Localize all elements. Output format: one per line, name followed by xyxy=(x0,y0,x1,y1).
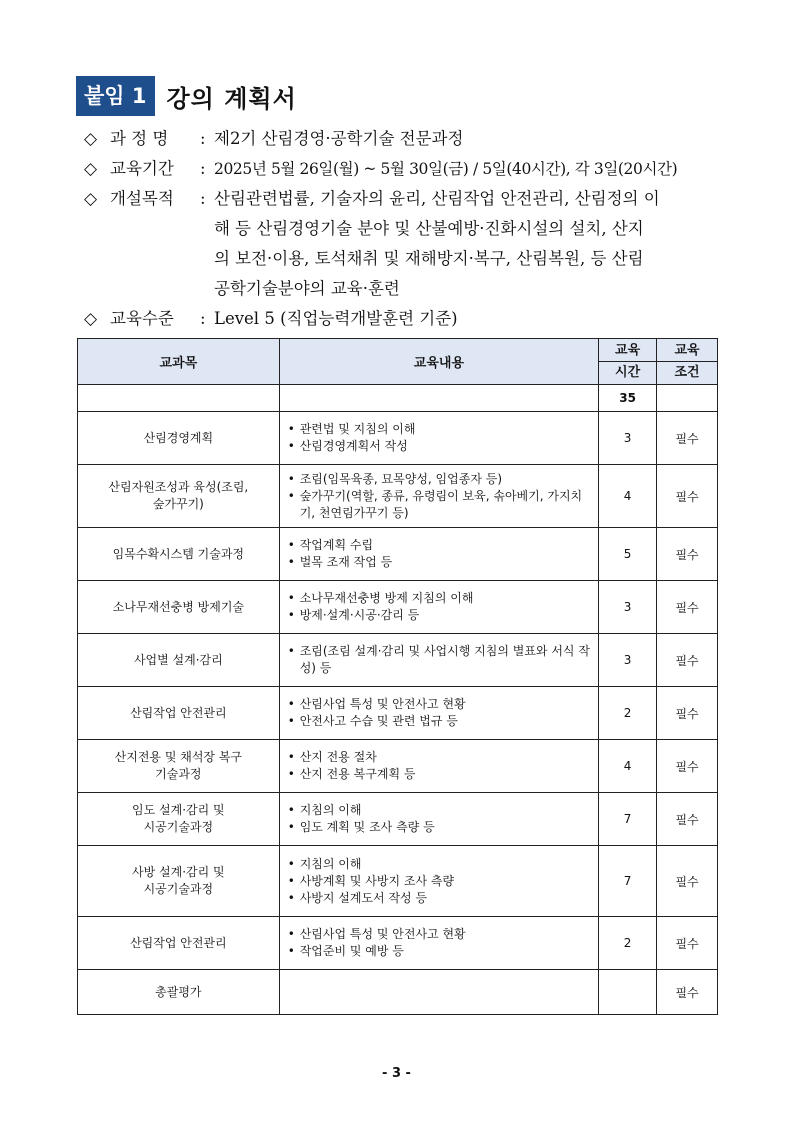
content-text: 임도 계획 및 조사 측량 등 xyxy=(299,820,435,834)
content-text: 지침의 이해 xyxy=(299,856,362,871)
content-cell xyxy=(279,465,598,528)
diamond-icon: ◇ xyxy=(84,159,98,179)
subject-cell xyxy=(78,793,280,846)
content-text: 산림사업 특성 및 안전사고 현황 xyxy=(299,697,466,711)
content-text: 산지 전용 복구계획 등 xyxy=(299,767,416,781)
info-purpose-line: 의 보전·이용, 토석채취 및 재해방지·복구, 산림복원, 등 산림 xyxy=(214,249,644,268)
course-info xyxy=(84,124,724,334)
subject-cell xyxy=(78,634,280,687)
content-bullet xyxy=(288,802,590,819)
content-text: 안전사고 수습 및 관련 법규 등 xyxy=(299,714,458,728)
subject-cell xyxy=(78,846,280,917)
colon: : xyxy=(200,159,206,178)
content-text: 조림(임목육종, 묘목양성, 임업종자 등) xyxy=(299,471,503,486)
info-label: 교육수준 xyxy=(110,309,174,328)
info-value: Level 5 (직업능력개발훈련 기준) xyxy=(214,309,458,328)
subject-cell xyxy=(78,970,280,1015)
info-purpose xyxy=(84,184,724,214)
content-text: 산림경영계획서 작성 xyxy=(299,439,408,453)
table-row xyxy=(78,412,718,465)
table-row xyxy=(78,793,718,846)
requirement-cell: 필수 xyxy=(657,412,718,465)
hours-cell: 7 xyxy=(599,846,657,917)
diamond-icon: ◇ xyxy=(84,129,98,149)
subject-cell xyxy=(78,687,280,740)
content-cell xyxy=(279,581,598,634)
header-requirement xyxy=(657,339,718,385)
bullet-icon: • xyxy=(287,873,295,888)
header-hours-top: 교육 xyxy=(599,339,656,362)
total-hours: 35 xyxy=(599,385,657,412)
content-bullet xyxy=(288,926,590,943)
requirement-cell: 필수 xyxy=(657,581,718,634)
subject-cell xyxy=(78,917,280,970)
table-row xyxy=(78,846,718,917)
bullet-icon: • xyxy=(287,767,295,781)
requirement-cell: 필수 xyxy=(657,634,718,687)
colon: : xyxy=(200,129,206,148)
hours-cell: 4 xyxy=(599,465,657,528)
subject-line: 산림자원조성과 육성(조림, xyxy=(108,480,249,494)
requirement-cell: 필수 xyxy=(657,970,718,1015)
hours-cell: 4 xyxy=(599,740,657,793)
subject-line: 사업별 설계·감리 xyxy=(133,652,223,667)
subject-line: 산림작업 안전관리 xyxy=(130,935,227,950)
diamond-icon: ◇ xyxy=(84,189,98,209)
content-cell xyxy=(279,970,598,1015)
info-level xyxy=(84,304,724,334)
subject-cell xyxy=(78,740,280,793)
content-bullet xyxy=(288,438,590,455)
content-cell xyxy=(279,740,598,793)
subject-line: 사방 설계·감리 및 xyxy=(132,865,225,879)
subject-line: 시공기술과정 xyxy=(143,882,214,896)
info-value: 제2기 산림경영·공학기술 전문과정 xyxy=(214,129,464,148)
page-heading xyxy=(76,76,297,116)
bullet-icon: • xyxy=(287,750,295,764)
info-label: 교육기간 xyxy=(110,159,174,178)
hours-cell: 7 xyxy=(599,793,657,846)
table-row xyxy=(78,465,718,528)
bullet-icon: • xyxy=(287,488,295,503)
content-bullet xyxy=(288,819,590,836)
info-course-name xyxy=(84,124,724,154)
header-hours xyxy=(599,339,657,385)
content-bullet xyxy=(288,856,590,873)
hours-cell: 3 xyxy=(599,581,657,634)
content-cell xyxy=(279,412,598,465)
bullet-icon: • xyxy=(287,697,295,711)
content-cell xyxy=(279,846,598,917)
content-text: 방제·설계·시공·감리 등 xyxy=(299,608,420,622)
content-text: 사방지 설계도서 작성 등 xyxy=(299,890,428,905)
bullet-icon: • xyxy=(287,890,295,905)
bullet-icon: • xyxy=(287,856,295,871)
table-row xyxy=(78,528,718,581)
subject-cell xyxy=(78,412,280,465)
subject-line: 임목수확시스템 기술과정 xyxy=(112,546,244,561)
content-bullet xyxy=(288,766,590,783)
info-purpose-line: 해 등 산림경영기술 분야 및 산불예방·진화시설의 설치, 산지 xyxy=(214,219,644,238)
content-text: 소나무재선충병 방제 지침의 이해 xyxy=(299,591,474,605)
hours-cell: 2 xyxy=(599,917,657,970)
content-text: 관련법 및 지침의 이해 xyxy=(299,422,416,436)
curriculum-table xyxy=(77,338,718,1015)
content-text: 산림사업 특성 및 안전사고 현황 xyxy=(299,927,466,941)
requirement-cell: 필수 xyxy=(657,846,718,917)
info-value: 산림관련법률, 기술자의 윤리, 산림작업 안전관리, 산림정의 이 xyxy=(214,189,660,208)
content-bullet xyxy=(288,643,590,677)
bullet-icon: • xyxy=(287,591,295,605)
subject-line: 산지전용 및 채석장 복구 xyxy=(114,750,243,764)
content-text: 산지 전용 절차 xyxy=(299,750,377,764)
content-cell xyxy=(279,528,598,581)
subject-line: 산림작업 안전관리 xyxy=(130,705,227,720)
requirement-cell: 필수 xyxy=(657,793,718,846)
info-label: 개설목적 xyxy=(110,189,174,208)
bullet-icon: • xyxy=(287,538,295,552)
subject-cell xyxy=(78,465,280,528)
subject-line: 산림경영계획 xyxy=(143,430,214,445)
content-text: 숲가꾸기(역할, 종류, 유령림이 보육, 솎아베기, 가지치기, 천연림가꾸기 등) xyxy=(299,488,583,520)
header-req-bottom: 조건 xyxy=(674,365,700,380)
bullet-icon: • xyxy=(287,422,295,436)
hours-cell: 3 xyxy=(599,412,657,465)
content-cell xyxy=(279,793,598,846)
bullet-icon: • xyxy=(287,644,295,658)
bullet-icon: • xyxy=(287,714,295,728)
info-purpose-line: 공학기술분야의 교육·훈련 xyxy=(214,279,400,298)
hours-cell: 5 xyxy=(599,528,657,581)
colon: : xyxy=(200,189,206,208)
header-subject: 교과목 xyxy=(78,339,280,385)
subject-line: 숲가꾸기) xyxy=(152,497,204,511)
content-cell xyxy=(279,687,598,740)
bullet-icon: • xyxy=(287,944,295,958)
requirement-cell: 필수 xyxy=(657,528,718,581)
content-text: 사방계획 및 사방지 조사 측량 xyxy=(299,873,455,888)
content-bullet xyxy=(288,554,590,571)
content-bullet xyxy=(288,890,590,907)
subject-line: 총괄평가 xyxy=(155,984,202,999)
info-value: 2025년 5월 26일(월) ~ 5월 30일(금) / 5일(40시간), 각 3일(20시간) xyxy=(214,160,678,178)
total-empty xyxy=(657,385,718,412)
requirement-cell: 필수 xyxy=(657,917,718,970)
content-bullet xyxy=(288,713,590,730)
table-row xyxy=(78,687,718,740)
content-bullet xyxy=(288,471,590,488)
bullet-icon: • xyxy=(287,555,295,569)
info-period xyxy=(84,154,724,184)
subject-line: 임도 설계·감리 및 xyxy=(132,803,225,817)
content-bullet xyxy=(288,873,590,890)
content-bullet xyxy=(288,488,590,522)
content-cell xyxy=(279,917,598,970)
bullet-icon: • xyxy=(287,803,295,817)
bullet-icon: • xyxy=(287,471,295,486)
content-text: 조림(조림 설계·감리 및 사업시행 지침의 별표와 서식 작성) 등 xyxy=(299,644,590,675)
subject-line: 시공기술과정 xyxy=(143,820,214,834)
total-empty xyxy=(78,385,280,412)
header-content: 교육내용 xyxy=(279,339,598,385)
content-bullet xyxy=(288,590,590,607)
bullet-icon: • xyxy=(287,608,295,622)
subject-line: 기술과정 xyxy=(155,767,202,781)
content-bullet xyxy=(288,943,590,960)
hours-cell: 2 xyxy=(599,687,657,740)
hours-cell: 3 xyxy=(599,634,657,687)
page-number: - 3 - xyxy=(382,1066,411,1081)
total-empty xyxy=(279,385,598,412)
subject-cell xyxy=(78,581,280,634)
table-row xyxy=(78,581,718,634)
table-row xyxy=(78,740,718,793)
content-bullet xyxy=(288,749,590,766)
requirement-cell: 필수 xyxy=(657,465,718,528)
content-text: 작업준비 및 예방 등 xyxy=(299,944,404,958)
colon: : xyxy=(200,309,206,328)
total-row xyxy=(78,385,718,412)
content-text: 작업계획 수립 xyxy=(299,538,374,552)
content-bullet xyxy=(288,696,590,713)
content-bullet xyxy=(288,607,590,624)
content-text: 벌목 조재 작업 등 xyxy=(299,555,393,569)
content-text: 지침의 이해 xyxy=(299,803,362,817)
bullet-icon: • xyxy=(287,927,295,941)
header-hours-bottom: 시간 xyxy=(615,365,641,380)
page-title: 강의 계획서 xyxy=(166,84,297,113)
attachment-badge: 붙임 1 xyxy=(76,76,155,116)
bullet-icon: • xyxy=(287,439,295,453)
table-row xyxy=(78,917,718,970)
table-row xyxy=(78,970,718,1015)
info-label: 과 정 명 xyxy=(110,129,169,148)
content-bullet xyxy=(288,421,590,438)
hours-cell xyxy=(599,970,657,1015)
header-req-top: 교육 xyxy=(657,339,717,362)
requirement-cell: 필수 xyxy=(657,740,718,793)
diamond-icon: ◇ xyxy=(84,309,98,329)
requirement-cell: 필수 xyxy=(657,687,718,740)
subject-line: 소나무재선충병 방제기술 xyxy=(112,599,244,614)
content-bullet xyxy=(288,537,590,554)
content-cell xyxy=(279,634,598,687)
bullet-icon: • xyxy=(287,820,295,834)
subject-cell xyxy=(78,528,280,581)
table-row xyxy=(78,634,718,687)
